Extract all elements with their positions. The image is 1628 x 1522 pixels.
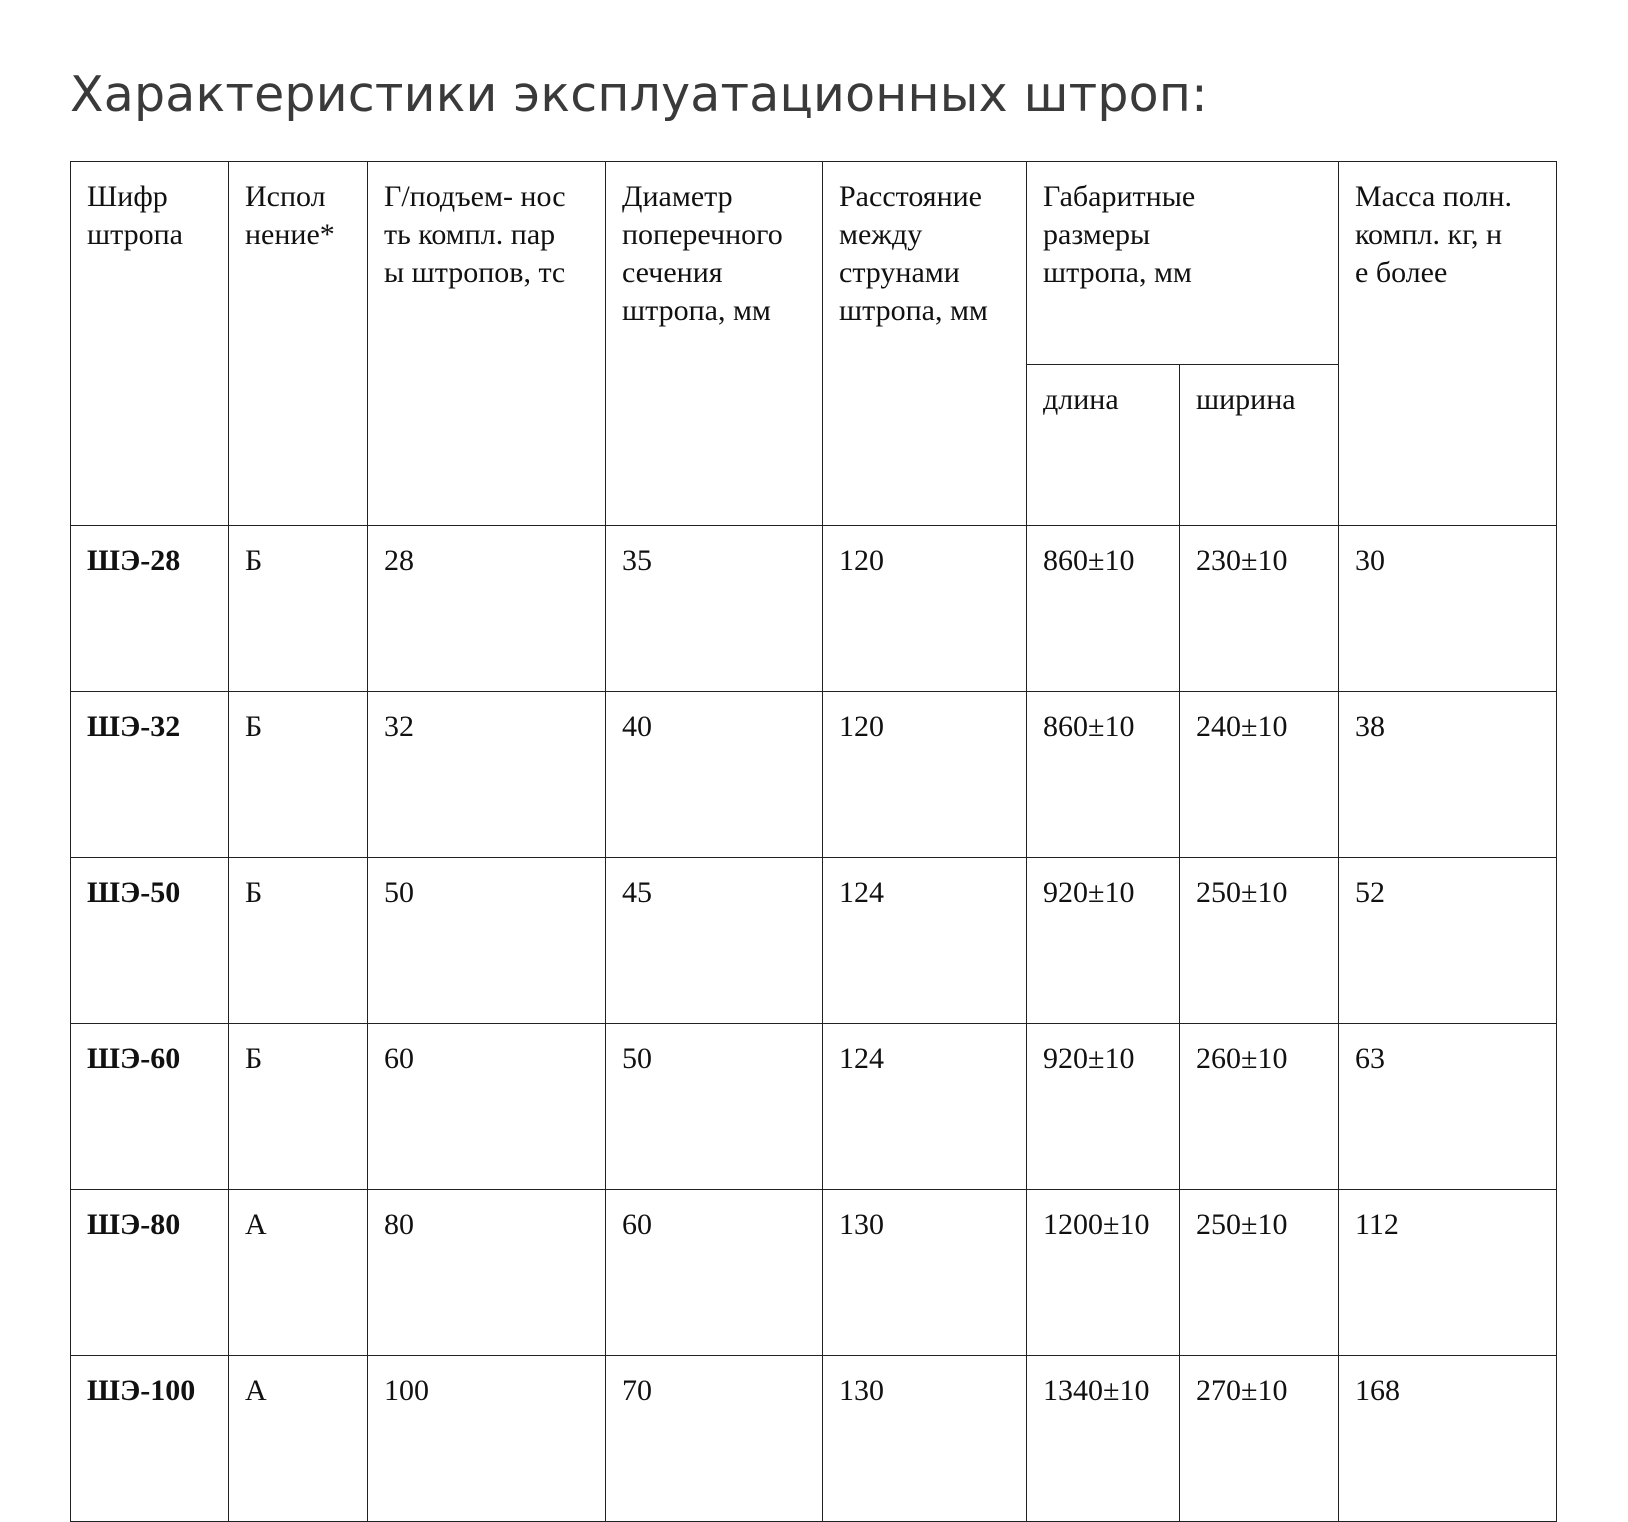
header-diameter-line: штропа, мм <box>622 294 771 327</box>
header-capacity-line: Г/подъем- нос <box>384 180 566 213</box>
header-diameter-line: сечения <box>622 256 723 289</box>
cell-length: 860±10 <box>1027 692 1180 858</box>
header-capacity-line: ть компл. пар <box>384 218 556 251</box>
table-row <box>71 1356 1557 1522</box>
table-row <box>71 1024 1557 1190</box>
cell-length: 920±10 <box>1027 1024 1180 1190</box>
header-distance-line: Расстояние <box>839 180 982 213</box>
cell-mass: 63 <box>1339 1024 1557 1190</box>
cell-distance: 124 <box>823 858 1027 1024</box>
header-distance-line: штропа, мм <box>839 294 988 327</box>
header-mass-line: компл. кг, н <box>1355 218 1503 251</box>
cell-capacity: 32 <box>368 692 606 858</box>
header-dimensions-line: размеры <box>1043 218 1151 251</box>
header-code <box>71 162 229 526</box>
header-version <box>229 162 368 526</box>
cell-version: Б <box>229 858 368 1024</box>
header-width: ширина <box>1180 365 1339 526</box>
header-dimensions-line: Габаритные <box>1043 180 1196 213</box>
cell-distance: 130 <box>823 1356 1027 1522</box>
cell-length: 920±10 <box>1027 858 1180 1024</box>
page-title: Характеристики эксплуатационных штроп: <box>70 66 1208 123</box>
header-mass-line: е более <box>1355 256 1448 289</box>
cell-mass: 30 <box>1339 526 1557 692</box>
table-row <box>71 692 1557 858</box>
cell-version: Б <box>229 692 368 858</box>
cell-diameter: 40 <box>606 692 823 858</box>
header-diameter-line: Диаметр <box>622 180 733 213</box>
cell-capacity: 60 <box>368 1024 606 1190</box>
header-mass-line: Масса полн. <box>1355 180 1512 213</box>
cell-capacity: 80 <box>368 1190 606 1356</box>
cell-length: 1340±10 <box>1027 1356 1180 1522</box>
table-row <box>71 526 1557 692</box>
cell-code: ШЭ-100 <box>71 1356 229 1522</box>
cell-capacity: 50 <box>368 858 606 1024</box>
cell-version: Б <box>229 526 368 692</box>
cell-capacity: 100 <box>368 1356 606 1522</box>
cell-distance: 124 <box>823 1024 1027 1190</box>
cell-version: А <box>229 1190 368 1356</box>
cell-version: А <box>229 1356 368 1522</box>
cell-diameter: 70 <box>606 1356 823 1522</box>
header-distance <box>823 162 1027 526</box>
cell-mass: 168 <box>1339 1356 1557 1522</box>
cell-width: 260±10 <box>1180 1024 1339 1190</box>
header-dimensions <box>1027 162 1339 365</box>
header-distance-line: между <box>839 218 923 251</box>
cell-mass: 52 <box>1339 858 1557 1024</box>
header-dimensions-line: штропа, мм <box>1043 256 1192 289</box>
cell-width: 240±10 <box>1180 692 1339 858</box>
header-distance-line: струнами <box>839 256 960 289</box>
cell-distance: 130 <box>823 1190 1027 1356</box>
header-code-line: Шифр <box>87 180 168 213</box>
cell-length: 1200±10 <box>1027 1190 1180 1356</box>
cell-mass: 38 <box>1339 692 1557 858</box>
table-row <box>71 858 1557 1024</box>
header-capacity-line: ы штропов, тс <box>384 256 566 289</box>
cell-code: ШЭ-60 <box>71 1024 229 1190</box>
header-row <box>71 162 1557 365</box>
cell-code: ШЭ-80 <box>71 1190 229 1356</box>
header-diameter-line: поперечного <box>622 218 783 251</box>
cell-length: 860±10 <box>1027 526 1180 692</box>
header-code-line: штропа <box>87 218 183 251</box>
table-body <box>71 526 1557 1522</box>
cell-diameter: 60 <box>606 1190 823 1356</box>
cell-code: ШЭ-50 <box>71 858 229 1024</box>
specifications-table <box>70 161 1557 1522</box>
cell-mass: 112 <box>1339 1190 1557 1356</box>
cell-width: 250±10 <box>1180 858 1339 1024</box>
header-version-line: Испол <box>245 180 326 213</box>
cell-version: Б <box>229 1024 368 1190</box>
header-mass <box>1339 162 1557 526</box>
cell-code: ШЭ-32 <box>71 692 229 858</box>
header-version-line: нение* <box>245 218 335 251</box>
cell-capacity: 28 <box>368 526 606 692</box>
cell-diameter: 35 <box>606 526 823 692</box>
table-row <box>71 1190 1557 1356</box>
table-header <box>71 162 1557 526</box>
cell-distance: 120 <box>823 526 1027 692</box>
cell-distance: 120 <box>823 692 1027 858</box>
header-capacity <box>368 162 606 526</box>
cell-width: 230±10 <box>1180 526 1339 692</box>
header-diameter <box>606 162 823 526</box>
cell-width: 250±10 <box>1180 1190 1339 1356</box>
cell-diameter: 50 <box>606 1024 823 1190</box>
cell-width: 270±10 <box>1180 1356 1339 1522</box>
cell-code: ШЭ-28 <box>71 526 229 692</box>
cell-diameter: 45 <box>606 858 823 1024</box>
header-length: длина <box>1027 365 1180 526</box>
